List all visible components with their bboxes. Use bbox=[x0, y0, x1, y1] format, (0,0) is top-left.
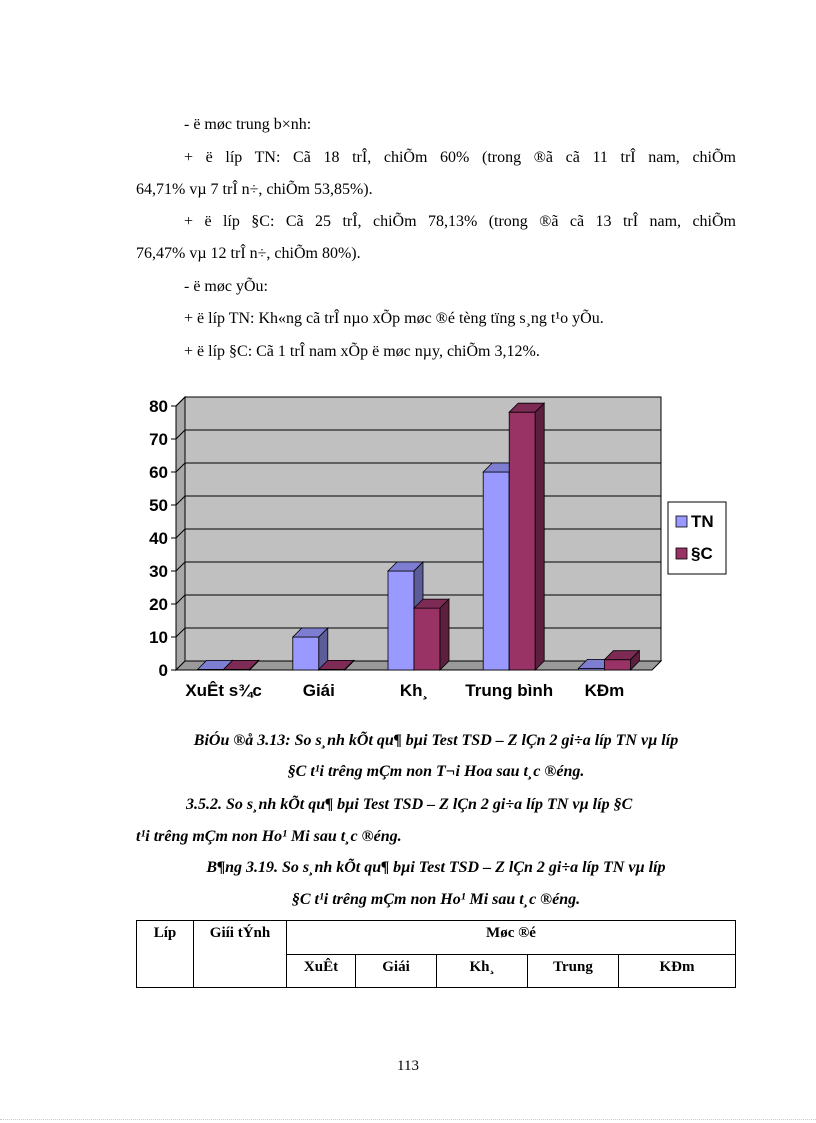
para-5: + ë líp TN: Kh«ng cã trÎ nµo xÕp møc ®é tèng tïng s¸ng t¹o yÕu. bbox=[184, 310, 604, 327]
table-caption-line-1: B¶ng 3.19. So s¸nh kÕt qu¶ bµi Test TSD – Z lÇn 2 gi÷a líp TN vµ líp bbox=[206, 859, 666, 876]
bar-TN-1 bbox=[293, 637, 319, 670]
chart-y-tick-label: 0 bbox=[158, 661, 168, 680]
bar-side-§C-2 bbox=[440, 599, 449, 670]
chart-x-label-2: Kh¸ bbox=[399, 681, 429, 700]
page-number: 113 bbox=[397, 1058, 419, 1074]
legend-swatch-1 bbox=[676, 548, 687, 559]
legend-label-1: §C bbox=[691, 544, 713, 563]
para-2-line-1: + ë líp TN: Cã 18 trÎ, chiÕm 60% (trong ®ã cã 11 trÎ nam, chiÕm bbox=[184, 149, 736, 166]
subheader-xuat: XuÊt bbox=[287, 954, 356, 988]
para-3-line-2: 76,47% vµ 12 trÎ n÷, chiÕm 80%). bbox=[136, 245, 361, 262]
header-gioi-tinh: Giíi tÝnh bbox=[194, 921, 287, 988]
header-muc-do: Møc ®é bbox=[287, 921, 736, 955]
table-caption-line-2: §C t¹i trêng mÇm non Ho¹ Mi sau t¸c ®éng. bbox=[291, 891, 581, 908]
chart-y-tick-label: 50 bbox=[149, 496, 168, 515]
section-heading-line-2: t¹i trêng mÇm non Ho¹ Mi sau t¸c ®éng. bbox=[136, 828, 402, 845]
chart-y-tick-label: 30 bbox=[149, 562, 168, 581]
para-2-line-2: 64,71% vµ 7 trÎ n÷, chiÕm 53,85%). bbox=[136, 181, 373, 198]
bar-chart bbox=[136, 392, 736, 712]
chart-y-tick-label: 10 bbox=[149, 628, 168, 647]
chart-y-tick-label: 40 bbox=[149, 529, 168, 548]
chart-y-tick-label: 60 bbox=[149, 463, 168, 482]
legend-label-0: TN bbox=[691, 512, 714, 531]
bar-§C-4 bbox=[604, 660, 630, 670]
figure-caption-line-2: §C t¹i trêng mÇm non T¬i Hoa sau t¸c ®éng. bbox=[287, 763, 585, 780]
figure-caption-line-1: BiÓu ®å 3.13: So s¸nh kÕt qu¶ bµi Test TSD – Z lÇn 2 gi÷a líp TN vµ líp bbox=[193, 732, 679, 749]
legend-swatch-0 bbox=[676, 516, 687, 527]
bar-§C-2 bbox=[414, 608, 440, 670]
bar-TN-3 bbox=[483, 472, 509, 670]
bar-TN-2 bbox=[388, 571, 414, 670]
subheader-kem: KÐm bbox=[619, 954, 736, 988]
para-6: + ë líp §C: Cã 1 trÎ nam xÕp ë møc nµy, chiÕm 3,12%. bbox=[184, 343, 540, 360]
chart-y-tick-label: 80 bbox=[149, 397, 168, 416]
chart-x-label-4: KÐm bbox=[584, 681, 625, 700]
para-3-line-1: + ë líp §C: Cã 25 trÎ, chiÕm 78,13% (trong ®ã cã 13 trÎ nam, chiÕm bbox=[184, 213, 736, 230]
table-header-row bbox=[137, 921, 736, 955]
subheader-trung: Trung bbox=[528, 954, 619, 988]
bar-chart-svg bbox=[136, 392, 736, 712]
bar-§C-3 bbox=[509, 412, 535, 670]
para-4: - ë møc yÕu: bbox=[184, 278, 268, 295]
chart-y-tick-label: 20 bbox=[149, 595, 168, 614]
subheader-gioi: Giái bbox=[356, 954, 437, 988]
page-bottom-rule bbox=[0, 1119, 816, 1120]
subheader-kha: Kh¸ bbox=[437, 954, 528, 988]
chart-y-tick-label: 70 bbox=[149, 430, 168, 449]
header-lop: Líp bbox=[137, 921, 194, 988]
para-1: - ë møc trung b×nh: bbox=[184, 116, 312, 133]
chart-x-label-3: Trung bình bbox=[465, 681, 554, 700]
chart-x-label-1: Giái bbox=[302, 681, 335, 700]
chart-x-label-0: XuÊt s¾c bbox=[185, 681, 262, 700]
results-table bbox=[136, 920, 736, 988]
section-heading-line-1: 3.5.2. So s¸nh kÕt qu¶ bµi Test TSD – Z lÇn 2 gi÷a líp TN vµ líp §C bbox=[186, 796, 633, 813]
bar-side-§C-3 bbox=[535, 403, 544, 670]
